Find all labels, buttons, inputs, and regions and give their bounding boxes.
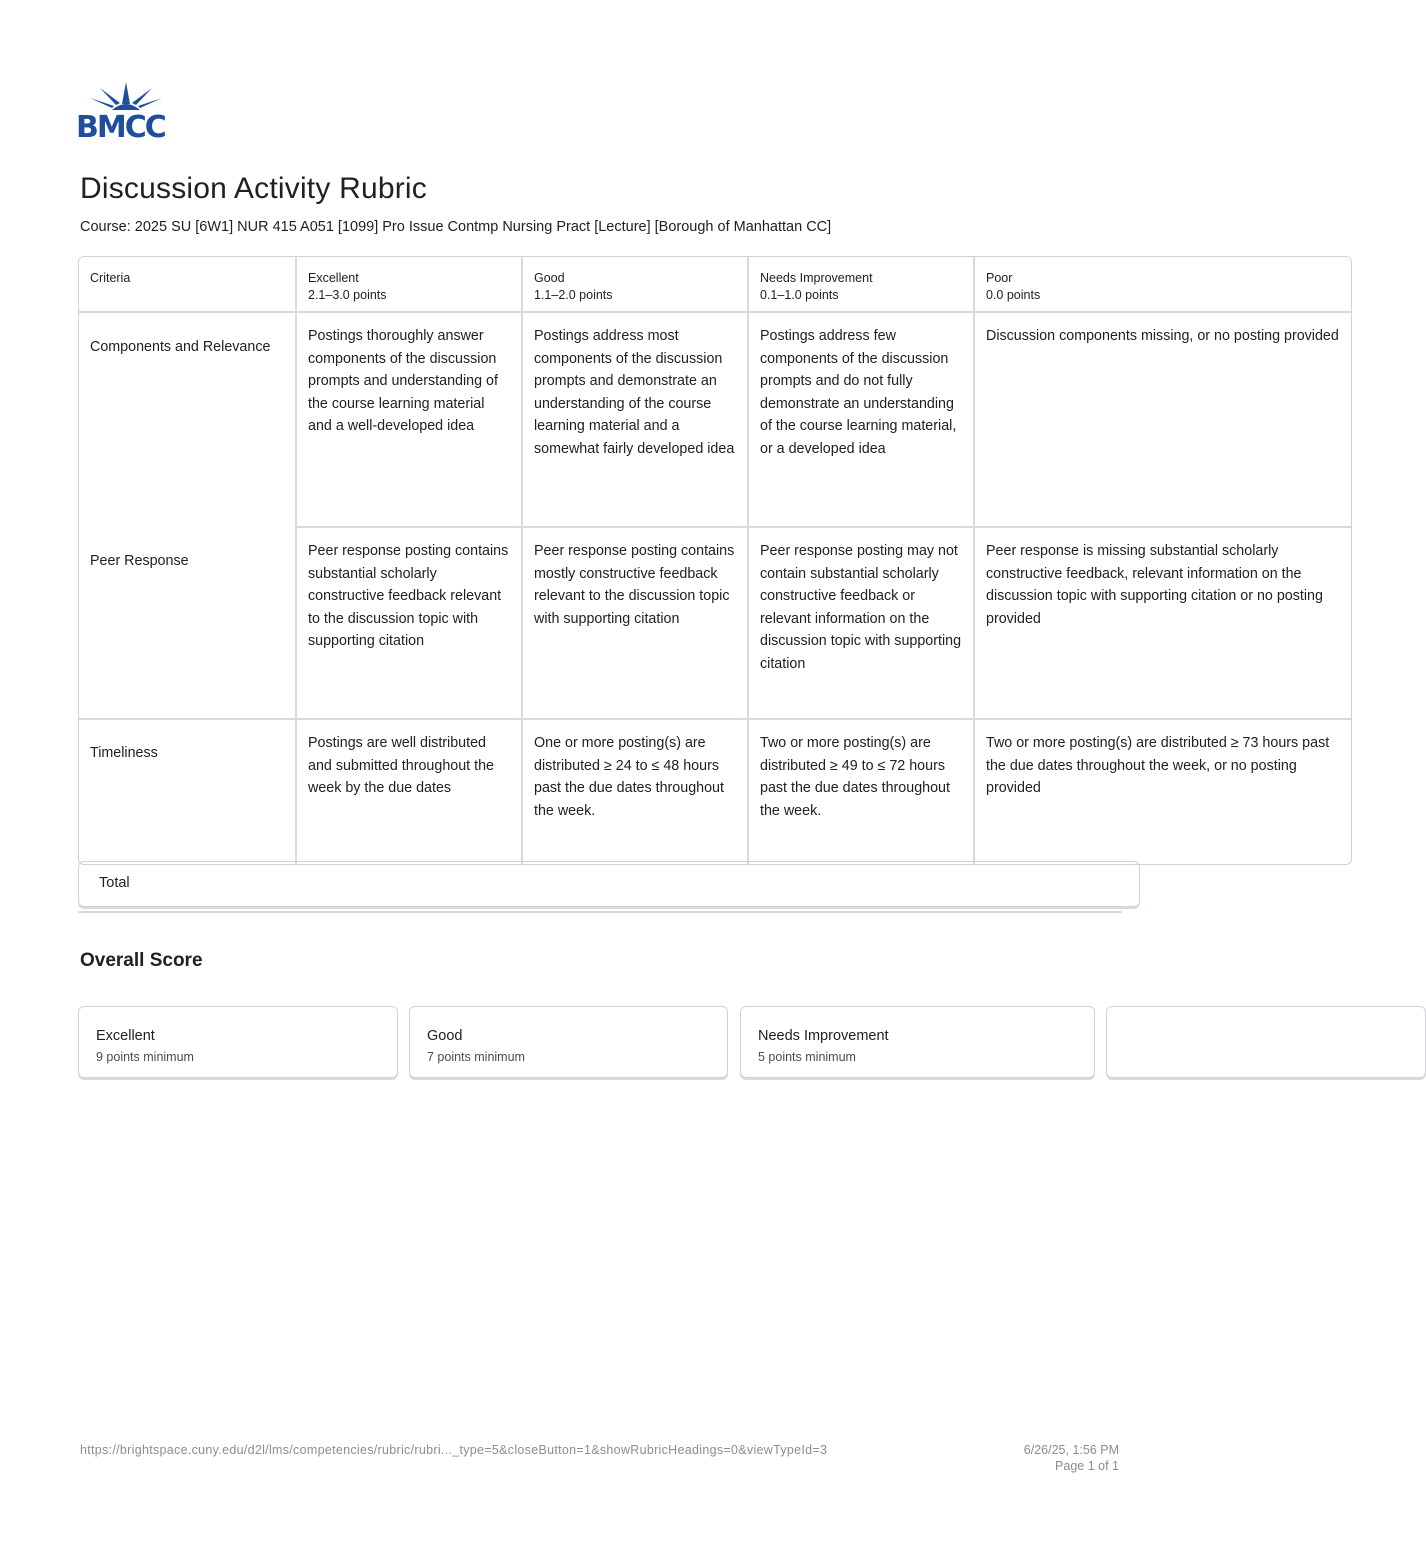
criterion-cell: Postings address most components of the discussion prompts and demonstrate an understanding of the course learning material and a somewhat fairly developed idea xyxy=(523,313,749,528)
logo-text: BMCC xyxy=(76,110,165,145)
criterion-cell: Two or more posting(s) are distributed ≥ 49 to ≤ 72 hours past the due dates throughout the week. xyxy=(749,720,975,864)
overall-level-card xyxy=(740,1006,1095,1078)
criterion-cell: Discussion components missing, or no posting provided xyxy=(975,313,1351,528)
criterion-cell: Peer response posting may not contain substantial scholarly constructive feedback or relevant information on the discussion topic with supporting citation xyxy=(749,528,975,720)
bmcc-logo xyxy=(76,80,206,145)
criterion-cell: Two or more posting(s) are distributed ≥ 73 hours past the due dates throughout the week, or no posting provided xyxy=(986,735,1330,797)
overall-level-minimum: 9 points minimum xyxy=(96,1050,194,1064)
criterion-name: Peer Response xyxy=(79,528,297,720)
overall-score-heading: Overall Score xyxy=(80,950,203,971)
table-row xyxy=(79,313,1351,528)
criterion-cell: One or more posting(s) are distributed ≥ 24 to ≤ 48 hours past the due dates throughout the week. xyxy=(523,720,749,864)
criterion-cell: Postings thoroughly answer components of the discussion prompts and understanding of the course learning material and a well-developed idea xyxy=(297,313,523,528)
overall-level-name: Excellent xyxy=(96,1028,155,1044)
overall-level-name: Good xyxy=(427,1028,463,1044)
overall-score-levels xyxy=(78,1004,1122,1088)
divider xyxy=(78,911,1122,913)
criterion-cell: Postings are well distributed and submitted throughout the week by the due dates xyxy=(297,720,523,864)
level-header: Excellent 2.1–3.0 points xyxy=(297,257,523,313)
footer-date: 6/26/25, 1:56 PM xyxy=(1023,1443,1119,1457)
total-label: Total xyxy=(99,875,130,891)
rubric-table xyxy=(78,256,1352,865)
total-container xyxy=(78,855,1122,915)
criterion-name: Components and Relevance xyxy=(79,313,297,528)
criterion-cell: Peer response posting contains substantial scholarly constructive feedback relevant to the discussion topic with supporting citation xyxy=(297,528,523,720)
page-title: Discussion Activity Rubric xyxy=(80,172,427,205)
overall-level-name: Needs Improvement xyxy=(758,1028,889,1044)
criterion-name: Timeliness xyxy=(79,720,297,864)
criterion-cell: Peer response posting contains mostly constructive feedback relevant to the discussion topic with supporting citation xyxy=(523,528,749,720)
criterion-cell: Postings address few components of the discussion prompts and do not fully demonstrate an understanding of the course learning material, or a developed idea xyxy=(749,313,975,528)
footer-url: https://brightspace.cuny.edu/d2l/lms/competencies/rubric/rubri..._type=5&closeButton=1&showRubricHeadings=0&viewTypeId=3 xyxy=(80,1443,828,1457)
table-row xyxy=(79,528,1351,720)
course-line: Course: 2025 SU [6W1] NUR 415 A051 [1099] Pro Issue Contmp Nursing Pract [Lecture] [Borough of Manhattan CC] xyxy=(80,219,832,235)
level-header: Poor 0.0 points xyxy=(975,257,1351,313)
criterion-cell: Peer response is missing substantial scholarly constructive feedback, relevant information on the discussion topic with supporting citation or no posting provided xyxy=(975,528,1351,720)
overall-level-minimum: 7 points minimum xyxy=(427,1050,525,1064)
table-row xyxy=(79,720,1351,864)
overall-level-minimum: 5 points minimum xyxy=(758,1050,856,1064)
overall-level-card xyxy=(409,1006,728,1078)
total-row xyxy=(78,861,1140,907)
overall-level-card xyxy=(78,1006,398,1078)
level-header: Needs Improvement 0.1–1.0 points xyxy=(749,257,975,313)
rubric-container xyxy=(78,256,1339,916)
overall-level-card xyxy=(1106,1006,1426,1078)
footer-page-number: Page 1 of 1 xyxy=(1055,1459,1119,1473)
criteria-header: Criteria xyxy=(79,257,297,313)
level-header: Good 1.1–2.0 points xyxy=(523,257,749,313)
